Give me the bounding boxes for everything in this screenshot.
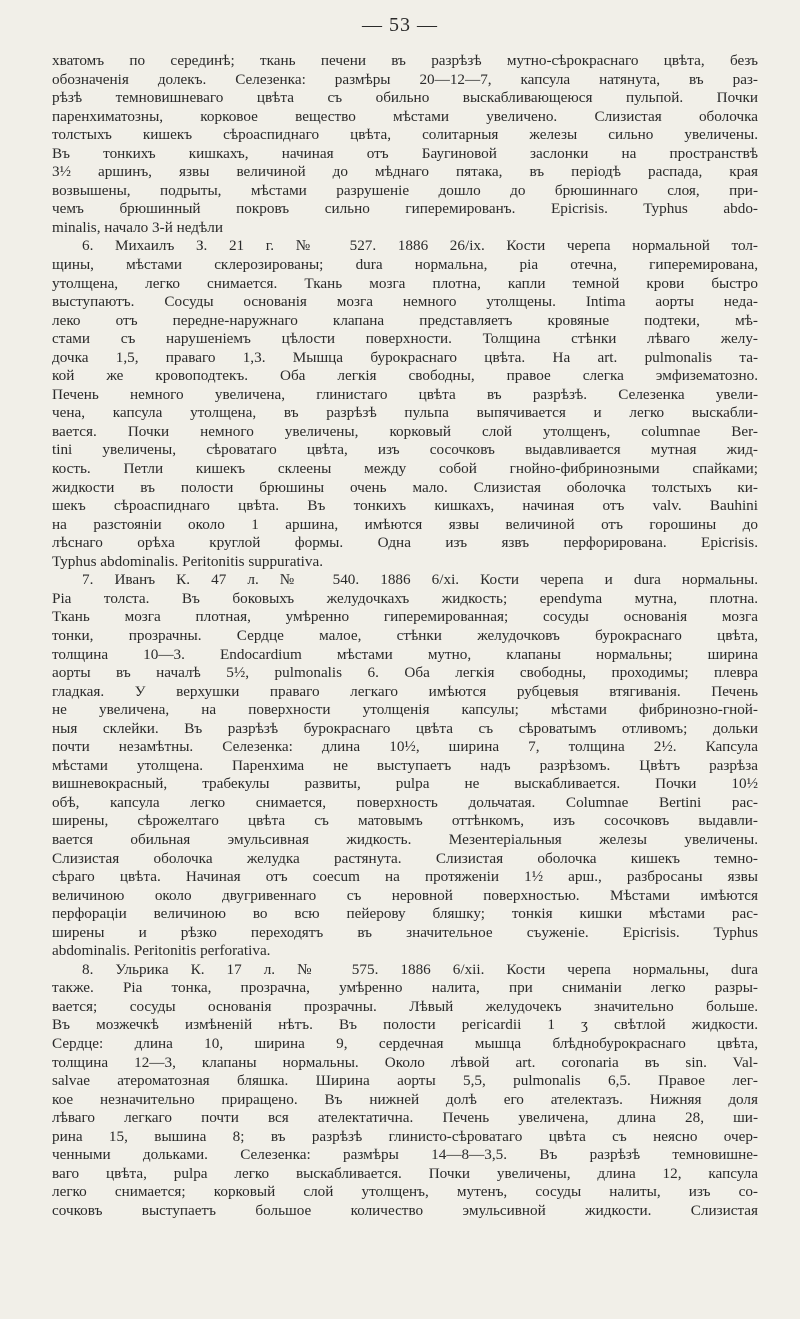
text-line: Typhus abdominalis. Peritonitis suppurativa. <box>52 552 324 570</box>
text-line: дочка 1,5, праваго 1,3. Мышца бурокраснаго цвѣта. На art. pulmonalis та- <box>52 348 758 366</box>
text-line: Въ мозжечкѣ измѣненій нѣтъ. Въ полости регісаrdii 1 ʒ свѣтлой жидкости. <box>52 1016 758 1034</box>
text-line: почти незамѣтны. Селезенка: длина 10½, ширина 7, толщина 2½. Капсула <box>52 738 758 756</box>
text-line: 8. Ульрика К. 17 л. № 575. 1886 6/xii. Кости черепа нормальны, dura <box>82 960 758 978</box>
text-line: ширены и рѣзко переходятъ въ значительное съуженіе. Epicrisis. Typhus <box>52 923 758 941</box>
text-line: кость. Петли кишекъ склеены между собой гнойно-фибринозными спайками; <box>52 460 758 478</box>
text-line: вается обильная эмульсивная жидкость. Мезентеріальныя железы увеличены. <box>52 830 758 848</box>
text-line: не увеличена, на поверхности утолщенія капсулы; мѣстами фибринозно-гной- <box>52 701 758 719</box>
text-line: abdominalis. Peritonitis perforativa. <box>52 942 271 960</box>
text-line: tini увеличены, сѣроватаго цвѣта, изъ сосочковъ выдавливается мутная жид- <box>52 441 758 459</box>
text-line: леко отъ передне-наружнаго клапана представляетъ кровяные подтеки, мѣ- <box>52 311 758 329</box>
text-line: толщина 10—3. Endocardium мѣстами мутно, клапаны нормальны; ширина <box>52 645 758 663</box>
text-line: на разстояніи около 1 аршина, имѣются язвы величиной отъ горошины до <box>52 515 758 533</box>
text-line: ныя склейки. Въ разрѣзѣ бурокраснаго цвѣта съ сѣроватымъ отливомъ; дольки <box>52 719 758 737</box>
text-line: лѣснаго орѣха круглой формы. Одна изъ язвъ перфорирована. Epicrisis. <box>52 534 758 552</box>
text-line: щины, мѣстами склерозированы; dura нормальна, pia отечна, гиперемирована, <box>52 256 758 274</box>
text-line: обозначенія долекъ. Селезенка: размѣры 20—12—7, капсула натянута, въ раз- <box>52 70 758 88</box>
text-line: рина 15, вышина 8; въ разрѣзѣ глинисто-сѣроватаго цвѣта съ неясно очер- <box>52 1127 758 1145</box>
text-line: 7. Иванъ К. 47 л. № 540. 1886 6/xi. Кости черепа и dura нормальны. <box>82 571 758 589</box>
text-line: чемъ брюшинный покровъ сильно гиперемированъ. Epicrisis. Typhus abdo- <box>52 200 758 218</box>
text-line: сѣраго цвѣта. Начиная отъ coecum на протяженіи 1½ арш., разбросаны язвы <box>52 868 758 886</box>
text-line: выступаютъ. Сосуды основанія мозга немного утолщены. Intima аорты неда- <box>52 293 758 311</box>
text-line: стами съ нарушеніемъ цѣлости поверхности. Толщина стѣнки лѣваго желу- <box>52 330 758 348</box>
text-line: сочковъ выступаетъ большое количество эмульсивной жидкости. Слизистая <box>52 1201 758 1219</box>
text-line: мѣстами утолщена. Паренхима не выступаетъ надъ разрѣзомъ. Цвѣтъ разрѣза <box>52 756 758 774</box>
text-line: ваго цвѣта, pulpa легко выскабливается. Почки увеличены, длина 12, капсула <box>52 1164 758 1182</box>
text-line: minalis, начало 3-й недѣли <box>52 218 223 236</box>
text-line: salvae атероматозная бляшка. Ширина аорты 5,5, pulmonalis 6,5. Правое лег- <box>52 1072 758 1090</box>
text-line: вается. Почки немного увеличены, корковый слой утолщенъ, columnae Ber- <box>52 422 758 440</box>
text-line: аорты въ началѣ 5½, pulmonalis 6. Оба легкія свободны, проходимы; плевра <box>52 664 758 682</box>
text-line: паренхиматозны, корковое вещество мѣстами увеличено. Слизистая оболочка <box>52 107 758 125</box>
page-number: — 53 — <box>362 14 438 36</box>
text-line: толстыхъ кишекъ сѣроаспиднаго цвѣта, солитарныя железы сильно увеличены. <box>52 126 758 144</box>
text-line: Сердце: длина 10, ширина 9, сердечная мышца блѣднобурокраснаго цвѣта, <box>52 1034 758 1052</box>
text-line: толщина 12—3, клапаны нормальны. Около лѣвой art. coronaria въ sin. Val- <box>52 1053 758 1071</box>
text-line: легко снимается; корковый слой утолщенъ, мутенъ, сосуды налиты, изъ со- <box>52 1183 758 1201</box>
text-line: обѣ, капсула легко снимается, поверхность дольчатая. Columnae Bertini рас- <box>52 793 758 811</box>
text-line: 6. Михаилъ З. 21 г. № 527. 1886 26/ix. Кости черепа нормальной тол- <box>82 237 758 255</box>
text-line: жидкости въ полости брюшины очень мало. Слизистая оболочка толстыхъ ки- <box>52 478 758 496</box>
text-line: Слизистая оболочка желудка растянута. Слизистая оболочка кишекъ темно- <box>52 849 758 867</box>
text-line: Печень немного увеличена, глинистаго цвѣта въ разрѣзѣ. Селезенка увели- <box>52 385 758 403</box>
text-line: вишневокрасный, трабекулы развиты, pulpa не выскабливается. Почки 10½ <box>52 775 758 793</box>
text-line: величиною около двугривеннаго съ неровной поверхностью. Мѣстами имѣются <box>52 886 758 904</box>
text-line: гладкая. У верхушки праваго легкаго имѣются рубцевыя втягиванія. Печень <box>52 682 758 700</box>
text-line: рѣзѣ темновишневаго цвѣта съ обильно выскабливающеюся пульпой. Почки <box>52 89 758 107</box>
text-line: 3½ аршинъ, язвы величиной до мѣднаго пятака, въ періодѣ распада, края <box>52 163 758 181</box>
text-line: кое незначительно приращено. Въ нижней долѣ его ателектазъ. Нижняя доля <box>52 1090 758 1108</box>
text-line: вается; сосуды основанія прозрачны. Лѣвый желудочекъ значительно больше. <box>52 997 758 1015</box>
text-line: ченными дольками. Селезенка: размѣры 14—8—3,5. Въ разрѣзѣ темновишне- <box>52 1146 758 1164</box>
body-text <box>52 52 758 1220</box>
text-line: чена, капсула утолщена, въ разрѣзѣ пульпа выпячивается и легко выскабли- <box>52 404 758 422</box>
text-line: шекъ сѣроаспиднаго цвѣта. Въ тонкихъ кишкахъ, начиная отъ valv. Bauhini <box>52 497 758 515</box>
text-line: кой же кровоподтекъ. Оба легкія свободны, правое слегка эмфизематозно. <box>52 367 758 385</box>
text-line: Въ тонкихъ кишкахъ, начиная отъ Баугиновой заслонки на пространствѣ <box>52 144 758 162</box>
text-line: тонки, прозрачны. Сердце малое, стѣнки желудочковъ бурокраснаго цвѣта, <box>52 626 758 644</box>
text-line: Ткань мозга плотная, умѣренно гиперемированная; сосуды основанія мозга <box>52 608 758 626</box>
text-line: также. Pia тонка, прозрачна, умѣренно налита, при сниманіи легко разры- <box>52 979 758 997</box>
text-line: утолщена, легко снимается. Ткань мозга плотна, капли темной крови быстро <box>52 274 758 292</box>
text-line: хватомъ по серединѣ; ткань печени въ разрѣзѣ мутно-сѣрокраснаго цвѣта, безъ <box>52 52 758 69</box>
text-line: возвышены, подрыты, мѣстами разрушеніе дошло до брюшиннаго слоя, при- <box>52 181 758 199</box>
text-line: лѣваго легкаго почти вся ателектатична. Печень увеличена, длина 28, ши- <box>52 1109 758 1127</box>
text-line: ширены, сѣрожелтаго цвѣта съ матовымъ оттѣнкомъ, изъ сосочковъ выдавли- <box>52 812 758 830</box>
text-line: Pia толста. Въ боковыхъ желудочкахъ жидкость; ependyma мутна, плотна. <box>52 589 758 607</box>
text-line: перфораціи величиною во всю пейерову бляшку; тонкія кишки мѣстами рас- <box>52 905 758 923</box>
